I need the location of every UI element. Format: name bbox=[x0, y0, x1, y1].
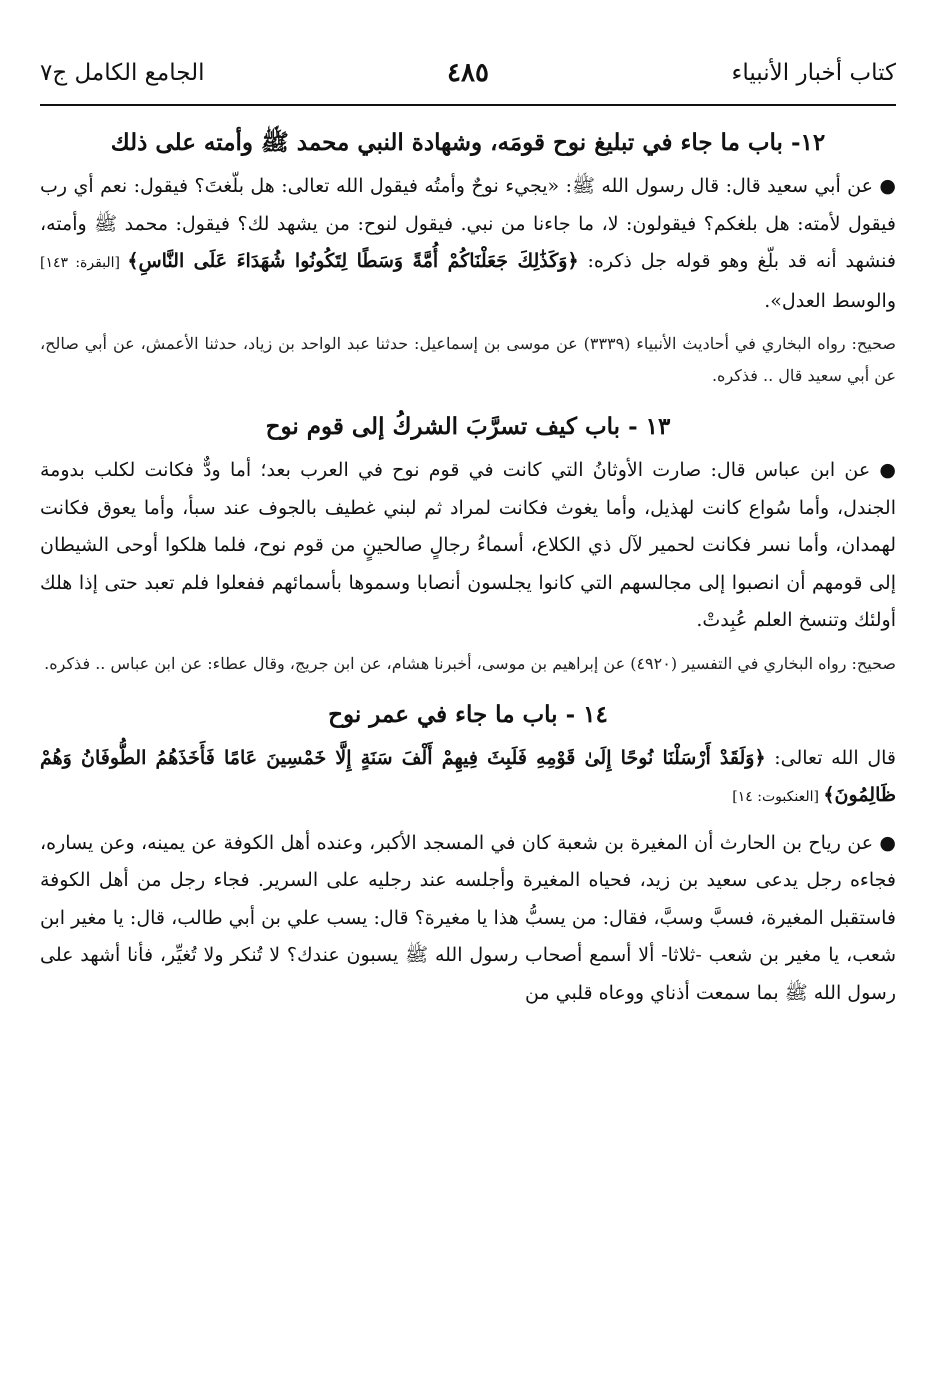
hadith-12-end: والوسط العدل». bbox=[764, 289, 896, 312]
quran-verse-12: ﴿وَكَذَٰلِكَ جَعَلْنَاكُمْ أُمَّةً وَسَطًا لِتَكُونُوا شُهَدَاءَ عَلَى النَّاسِ﴾ bbox=[127, 250, 579, 272]
verse-intro-text: قال الله تعالى: bbox=[765, 746, 896, 769]
source-note-13: صحيح: رواه البخاري في التفسير (٤٩٢٠) عن إبراهيم بن موسى، أخبرنا هشام، عن ابن جريج، وقال عطاء: عن ابن عباس .. فذكره. bbox=[44, 653, 896, 673]
header-divider bbox=[40, 104, 896, 106]
page-number: ٤٨٥ bbox=[447, 58, 489, 88]
hadith-14: ● عن رياح بن الحارث أن المغيرة بن شعبة كان في المسجد الأكبر، وعنده أهل الكوفة عن يمينه، وعن يساره، فجاءه رجل يدعى سعيد بن زيد، فحياه المغيرة وأجلسه عند رجليه على السرير. فجاء رجل من أهل الكوفة فاستقبل المغيرة، فسبَّ وسبَّ، فقال: من يسبُّ هذا يا مغيرة؟ قال: يسب علي بن أبي طالب، قال: يا مغير ابن شعب، يا مغير بن شعب -ثلاثا- ألا أسمع أصحاب رسول الله ﷺ يسبون عندك؟ لا تُنكر ولا تُغيِّر، فأنا أشهد على رسول الله ﷺ بما سمعت أذناي ووعاه قلبي من bbox=[40, 831, 896, 1004]
verse-intro-14 bbox=[40, 740, 896, 817]
hadith-12-text: ● عن أبي سعيد قال: قال رسول الله ﷺ: «يجيء نوحٌ وأمتُه فيقول الله تعالى: هل بلّغتَ؟ فيقول: نعم أي رب فيقول لأمته: هل بلغكم؟ فيقولون: لا، ما جاءنا من نبي. فيقول لنوح: من يشهد لك؟ فيقول: محمد ﷺ وأمته، فنشهد أنه قد بلّغ وهو قوله جل ذكره: bbox=[40, 175, 896, 272]
quran-verse-14: ﴿وَلَقَدْ أَرْسَلْنَا نُوحًا إِلَىٰ قَوْمِهِ فَلَبِثَ فِيهِمْ أَلْفَ سَنَةٍ إِلَّا خَمْسِينَ عَامًا فَأَخَذَهُمُ الطُّوفَانُ وَهُمْ ظَالِمُونَ﴾ bbox=[40, 746, 896, 806]
source-note-12: صحيح: رواه البخاري في أحاديث الأنبياء (٣٣٣٩) عن موسى بن إسماعيل: حدثنا عبد الواحد بن زياد، حدثنا الأعمش، عن أبي صالح، عن أبي سعيد قال .. فذكره. bbox=[40, 334, 896, 385]
section-13-heading: ١٣ - باب كيف تسرَّبَ الشركُ إلى قوم نوح bbox=[265, 413, 671, 440]
section-12-heading: ١٢- باب ما جاء في تبليغ نوح قومَه، وشهادة النبي محمد ﷺ وأمته على ذلك bbox=[110, 129, 826, 156]
hadith-12 bbox=[40, 168, 896, 320]
book-title: كتاب أخبار الأنبياء bbox=[731, 60, 896, 86]
page-header bbox=[40, 52, 896, 102]
volume-title: الجامع الكامل ج٧ bbox=[40, 60, 205, 86]
page-content bbox=[40, 118, 896, 1012]
verse-ref-14: [العنكبوت: ١٤] bbox=[732, 789, 824, 805]
hadith-13: ● عن ابن عباس قال: صارت الأوثانُ التي كانت في قوم نوح في العرب بعد؛ أما ودٌّ فكانت لكلب بدومة الجندل، وأما سُواع كانت لهذيل، وأما يغوث فكانت لمراد ثم لبني غطيف بالجوف عند سبأ، وأما يعوق فكانت لهمدان، وأما نسر فكانت لحمير لآل ذي الكلاع، أسماءُ رجالٍ صالحينٍ من قوم نوح، فلما هلكوا أوحى الشيطان إلى قومهم أن انصبوا إلى مجالسهم التي كانوا يجلسون أنصابا وسموها بأسمائهم ففعلوا فلم تعبد حتى إذا هلك أولئك وتنسخ العلم عُبِدتْ. bbox=[40, 459, 896, 631]
verse-ref-12: [البقرة: ١٤٣] bbox=[40, 255, 128, 271]
section-14-heading: ١٤ - باب ما جاء في عمر نوح bbox=[328, 700, 608, 728]
